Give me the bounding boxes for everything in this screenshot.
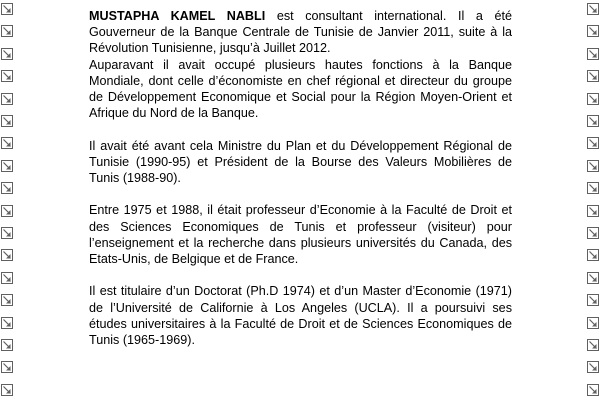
broken-image-icon [1, 93, 13, 105]
broken-image-icon [587, 317, 599, 329]
broken-image-icon [587, 48, 599, 60]
broken-image-icon [587, 25, 599, 37]
paragraph-2: Auparavant il avait occupé plusieurs hautes fonctions à la Banque Mondiale, dont celle d’économiste en chef régional et directeur du groupe de Développement Economique et Social pour la Région Moyen-Orient et Afrique du Nord de la Banque. [89, 57, 512, 121]
broken-image-icon [587, 339, 599, 351]
broken-image-icon [587, 384, 599, 396]
broken-image-icon [1, 160, 13, 172]
broken-image-icon [587, 361, 599, 373]
broken-image-icon [1, 361, 13, 373]
broken-image-icon [1, 137, 13, 149]
broken-image-icon [1, 272, 13, 284]
left-border [0, 0, 14, 400]
broken-image-icon [1, 227, 13, 239]
broken-image-icon [1, 115, 13, 127]
broken-image-icon [1, 294, 13, 306]
broken-image-icon [1, 339, 13, 351]
broken-image-icon [587, 272, 599, 284]
broken-image-icon [587, 70, 599, 82]
broken-image-icon [587, 137, 599, 149]
broken-image-icon [587, 227, 599, 239]
broken-image-icon [1, 182, 13, 194]
broken-image-icon [587, 115, 599, 127]
broken-image-icon [1, 249, 13, 261]
broken-image-icon [1, 205, 13, 217]
broken-image-icon [587, 93, 599, 105]
broken-image-icon [587, 294, 599, 306]
paragraph-3: Il avait été avant cela Ministre du Plan et du Développement Régional de Tunisie (1990-95) et Président de la Bourse des Valeurs Mobilières de Tunis (1988-90). [89, 138, 512, 186]
paragraph-1-text: est consultant international. Il a été Gouverneur de la Banque Centrale de Tunisie de Janvier 2011, suite à la Révolution Tunisienne, jusqu’à Juillet 2012. [89, 9, 512, 56]
broken-image-icon [1, 25, 13, 37]
broken-image-icon [1, 384, 13, 396]
paragraph-4: Entre 1975 et 1988, il était professeur d’Economie à la Faculté de Droit et des Sciences Economiques de Tunis et professeur (visiteur) pour l’enseignement et la recherche dans plusieurs universités du Canada, des Etats-Unis, de Belgique et de France. [89, 203, 512, 267]
broken-image-icon [587, 182, 599, 194]
broken-image-icon [1, 3, 13, 15]
broken-image-icon [1, 48, 13, 60]
broken-image-icon [587, 3, 599, 15]
right-border [586, 0, 600, 400]
broken-image-icon [1, 70, 13, 82]
broken-image-icon [587, 160, 599, 172]
broken-image-icon [587, 205, 599, 217]
broken-image-icon [587, 249, 599, 261]
paragraph-5: Il est titulaire d’un Doctorat (Ph.D 1974) et d’un Master d’Economie (1971) de l’Université de Californie à Los Angeles (UCLA). Il a poursuivi ses études universitaires à la Faculté de Droit et de Sciences Economiques de Tunis (1965-1969). [89, 284, 512, 348]
paragraph-1 [89, 8, 512, 57]
biography-text [89, 8, 512, 348]
broken-image-icon [1, 317, 13, 329]
person-name: MUSTAPHA KAMEL NABLI [89, 9, 266, 23]
